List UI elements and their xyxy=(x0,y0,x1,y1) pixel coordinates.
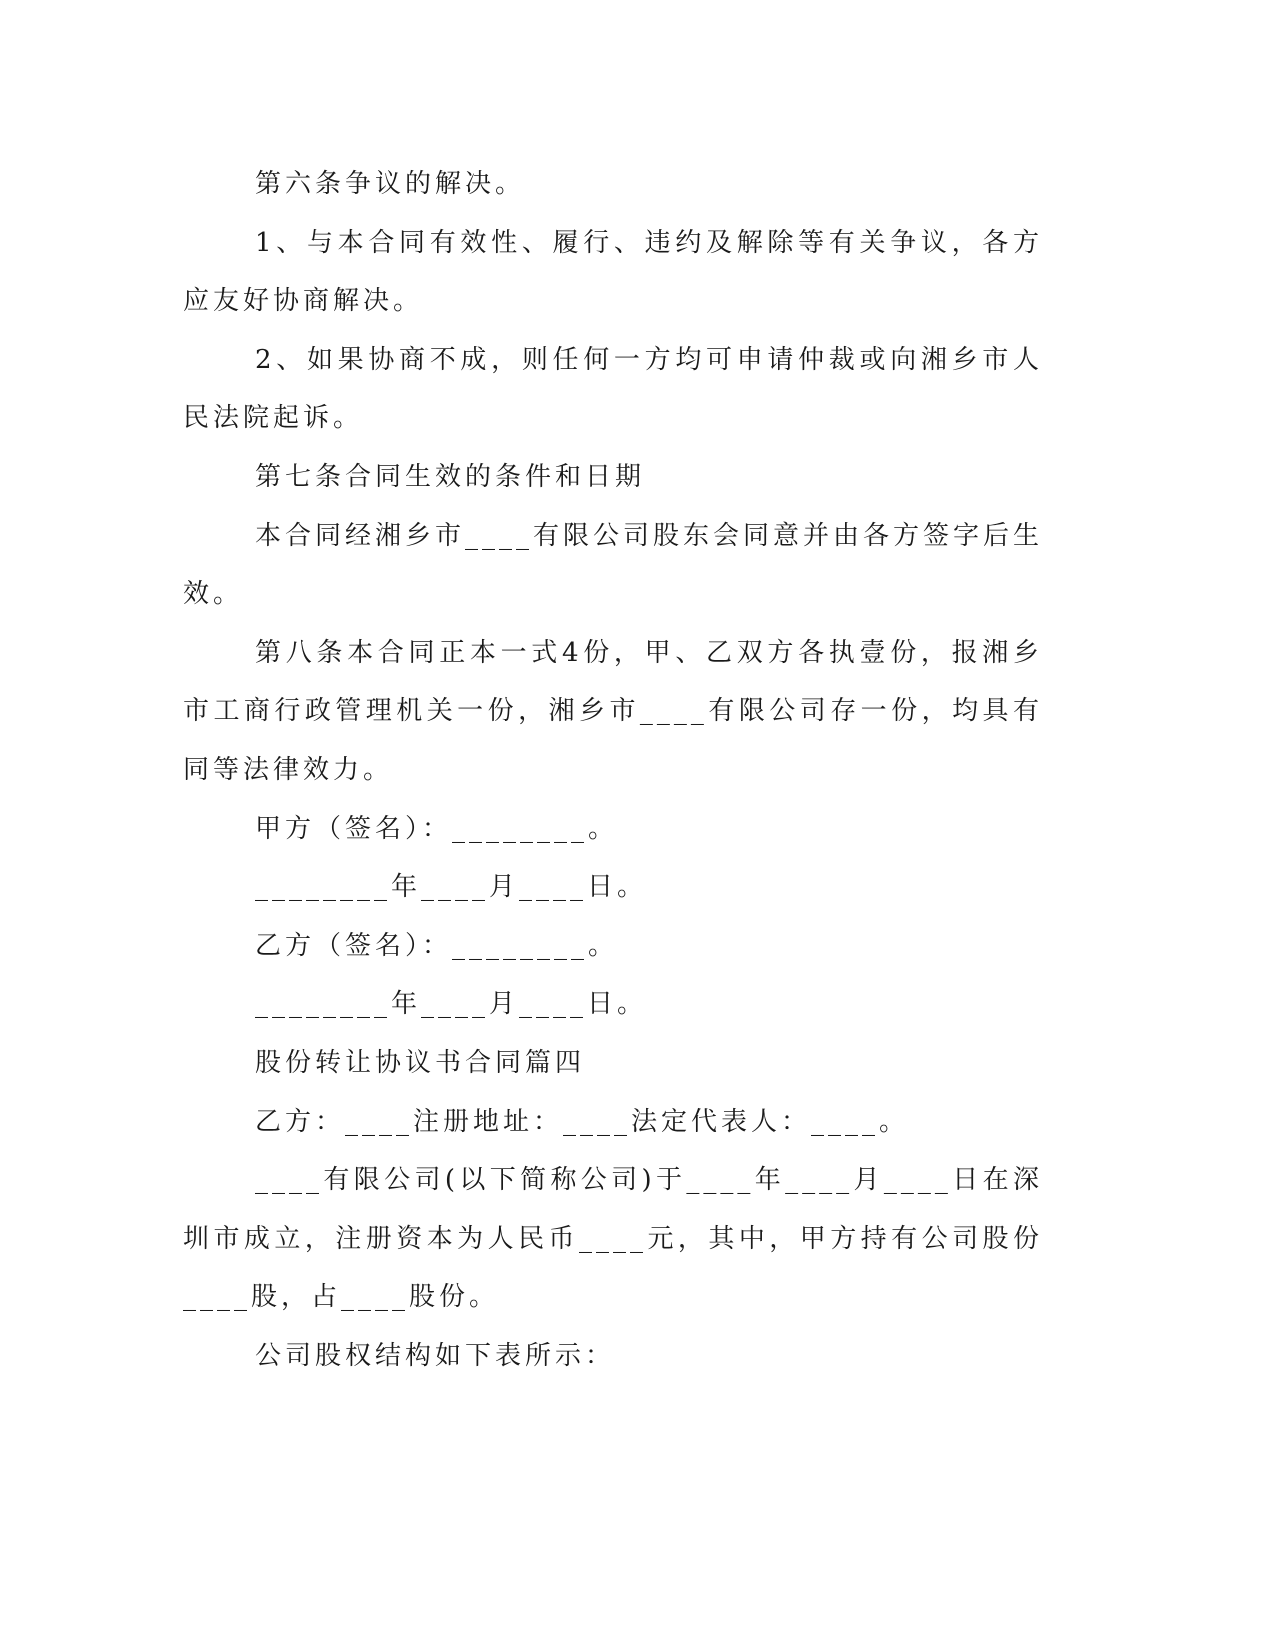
article-6-clause-2: 2、如果协商不成，则任何一方均可申请仲裁或向湘乡市人民法院起诉。 xyxy=(183,344,1043,434)
party-b-info-line: 乙方：____注册地址：____法定代表人：____。 xyxy=(255,1106,910,1137)
party-b-signature-line: 乙方（签名）：________。 xyxy=(255,930,619,961)
party-b-date-line: ________年____月____日。 xyxy=(255,989,648,1020)
section-title: 股份转让协议书合同篇四 xyxy=(255,1047,586,1078)
article-8-text: 第八条本合同正本一式4份，甲、乙双方各执壹份，报湘乡市工商行政管理机关一份，湘乡市____有限公司存一份，均具有同等法律效力。 xyxy=(183,637,1043,785)
company-info-paragraph: ____有限公司(以下简称公司)于____年____月____日在深圳市成立，注册资本为人民币____元，其中，甲方持有公司股份____股，占____股份。 xyxy=(183,1165,1043,1313)
party-a-date-line: ________年____月____日。 xyxy=(255,872,648,903)
article-7-heading: 第七条合同生效的条件和日期 xyxy=(255,461,646,492)
party-a-signature-line: 甲方（签名）：________。 xyxy=(255,813,619,844)
article-6-heading: 第六条争议的解决。 xyxy=(255,169,526,199)
equity-structure-intro: 公司股权结构如下表所示： xyxy=(255,1340,616,1371)
article-6-clause-1: 1、与本合同有效性、履行、违约及解除等有关争议，各方应友好协商解决。 xyxy=(183,227,1043,317)
document-body xyxy=(183,155,1043,1385)
article-7-text: 本合同经湘乡市____有限公司股东会同意并由各方签字后生效。 xyxy=(183,520,1044,610)
